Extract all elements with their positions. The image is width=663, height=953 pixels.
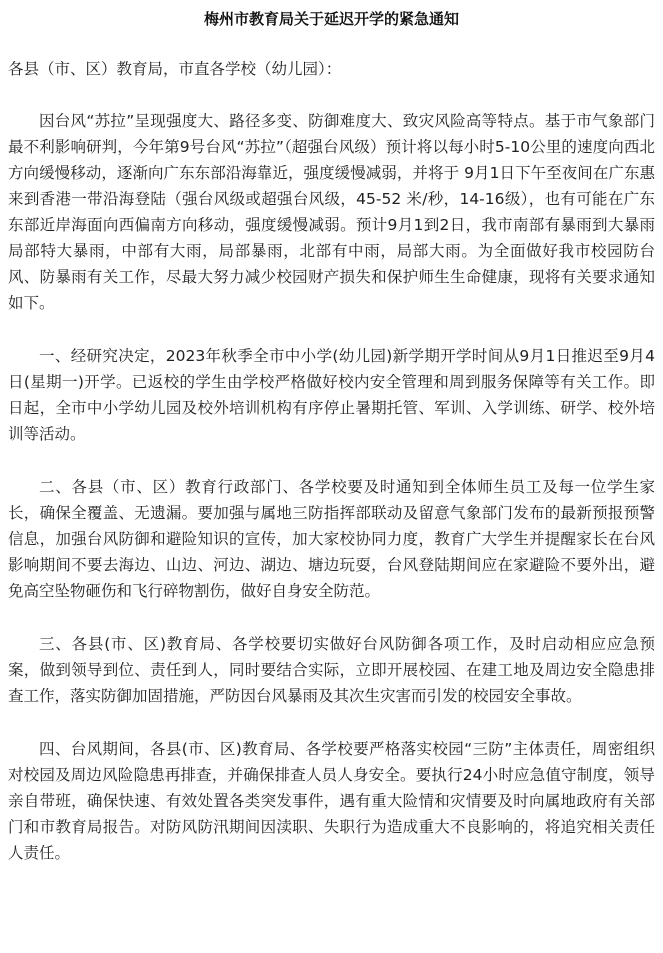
paragraph-spacer	[8, 447, 655, 474]
paragraph-spacer	[8, 709, 655, 736]
salutation: 各县（市、区）教育局，市直各学校（幼儿园）：	[8, 60, 342, 78]
paragraph-intro: 因台风“苏拉”呈现强度大、路径多变、防御难度大、致灾风险高等特点。基于市气象部门最不利影响研判，今年第9号台风“苏拉”（超强台风级）预计将以每小时5-10公里的速度向西北方向缓慢移动，逐渐向广东东部沿海靠近，强度缓慢减弱，并将于 9月1日下午至夜间在广东惠来到香港一带沿海登陆（强台风级或超强台风级，45-52 米/秒，14-16级），也有可能在广东东部近岸海面向西偏南方向移动，强度缓慢减弱。预计9月1到2日，我市南部有暴雨到大暴雨局部特大暴雨，中部有大雨，局部暴雨，北部有中雨，局部大雨。为全面做好我市校园防台风、防暴雨有关工作，尽最大努力减少校园财产损失和保护师生生命健康，现将有关要求通知如下。	[8, 112, 655, 312]
document-title: 梅州市教育局关于延迟开学的紧急通知	[203, 10, 459, 28]
paragraph-spacer	[8, 316, 655, 343]
paragraph-item-4: 四、台风期间，各县(市、区)教育局、各学校要严格落实校园“三防”主体责任，周密组织对校园及周边风险隐患再排查，并确保排查人员人身安全。要执行24小时应急值守制度，领导亲自带班，确保快速、有效处置各类突发事件，遇有重大险情和灾情要及时向属地政府有关部门和市教育局报告。对防风防汛期间因渎职、失职行为造成重大不良影响的，将追究相关责任人责任。	[8, 740, 655, 862]
paragraph-spacer	[8, 604, 655, 631]
paragraph-item-3: 三、各县(市、区)教育局、各学校要切实做好台风防御各项工作，及时启动相应应急预案，做到领导到位、责任到人，同时要结合实际，立即开展校园、在建工地及周边安全隐患排查工作，落实防御加固措施，严防因台风暴雨及其次生灾害而引发的校园安全事故。	[8, 635, 655, 705]
paragraph-spacer	[8, 82, 655, 108]
paragraph-item-2: 二、各县（市、区）教育行政部门、各学校要及时通知到全体师生员工及每一位学生家长，确保全覆盖、无遗漏。要加强与属地三防指挥部联动及留意气象部门发布的最新预报预警信息，加强台风防御和避险知识的宣传，加大家校协同力度，教育广大学生并提醒家长在台风影响期间不要去海边、山边、河边、湖边、塘边玩耍，台风登陆期间应在家避险不要外出，避免高空坠物砸伤和飞行碎物割伤，做好自身安全防范。	[8, 478, 655, 600]
paragraph-item-1: 一、经研究决定，2023年秋季全市中小学(幼儿园)新学期开学时间从9月1日推迟至9月4日(星期一)开学。已返校的学生由学校严格做好校内安全管理和周到服务保障等有关工作。即日起，全市中小学幼儿园及校外培训机构有序停止暑期托管、军训、入学训练、研学、校外培训等活动。	[8, 347, 655, 443]
